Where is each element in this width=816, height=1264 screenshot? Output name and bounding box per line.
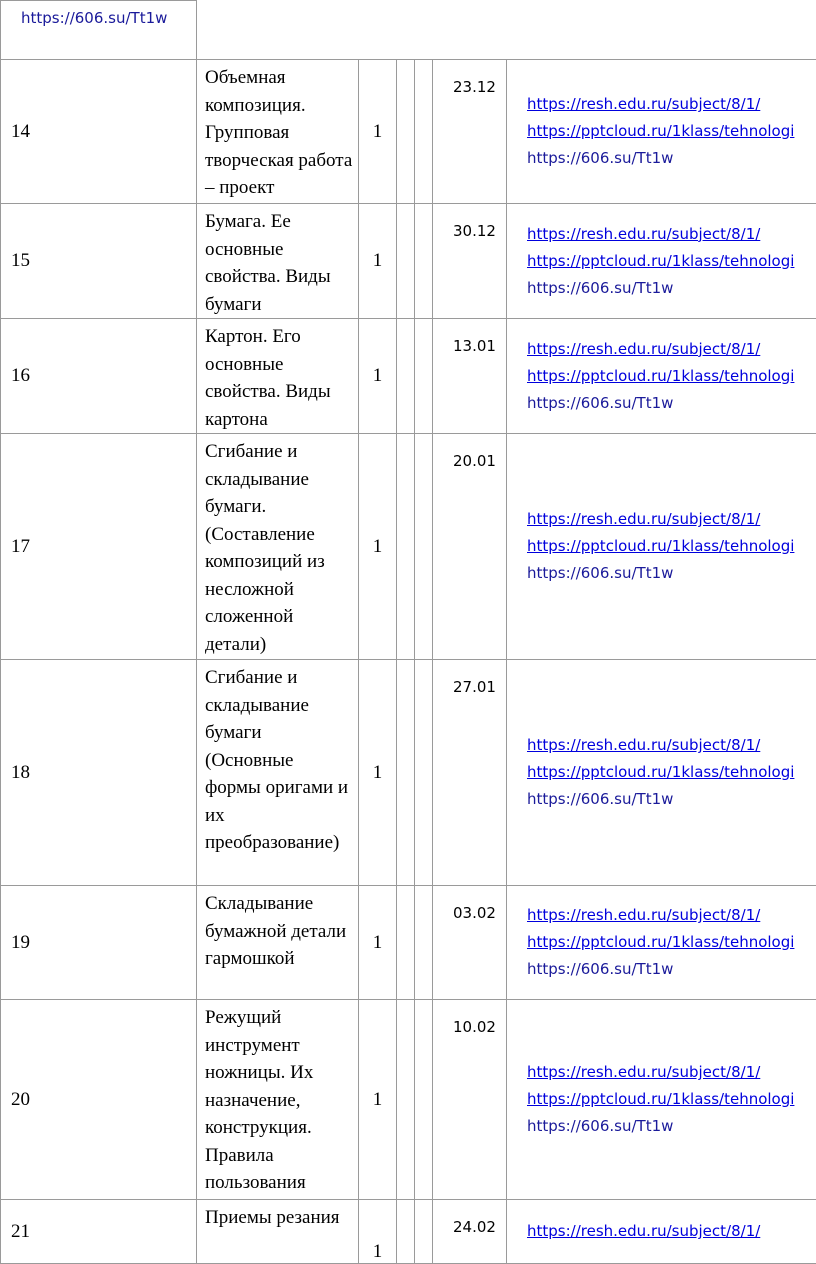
lesson-number: 15 (1, 204, 197, 319)
resource-link[interactable]: https://resh.edu.ru/subject/8/1/ (527, 732, 816, 759)
resource-link[interactable]: https://606.su/Tt1w (527, 275, 816, 302)
empty-cell (397, 434, 415, 660)
empty-cell (415, 319, 433, 434)
lesson-hours: 1 (359, 1000, 397, 1200)
lesson-number: 19 (1, 886, 197, 1000)
lesson-topic: Объемная композиция. Групповая творческая работа – проект (197, 60, 359, 204)
resource-link[interactable]: https://pptcloud.ru/1klass/tehnologi (527, 533, 816, 560)
empty-cell (397, 60, 415, 204)
table-row (1, 886, 816, 1000)
empty-cell (415, 204, 433, 319)
resource-link[interactable]: https://pptcloud.ru/1klass/tehnologi (527, 759, 816, 786)
lesson-resources (507, 434, 816, 660)
lesson-hours: 1 (359, 319, 397, 434)
table-row (1, 434, 816, 660)
lesson-topic: Складывание бумажной детали гармошкой (197, 886, 359, 1000)
empty-cell (397, 1200, 415, 1264)
lesson-date: 23.12 (433, 60, 507, 204)
lesson-hours: 1 (359, 204, 397, 319)
lesson-number: 17 (1, 434, 197, 660)
lesson-topic: Приемы резания (197, 1200, 359, 1264)
resource-link[interactable]: https://pptcloud.ru/1klass/tehnologi (527, 118, 816, 145)
lesson-resources (507, 1200, 816, 1264)
header-blank-cell (197, 1, 816, 60)
lesson-hours: 1 (359, 886, 397, 1000)
lesson-date: 20.01 (433, 434, 507, 660)
resource-link[interactable]: https://resh.edu.ru/subject/8/1/ (527, 902, 816, 929)
lesson-resources (507, 1000, 816, 1200)
lesson-date: 10.02 (433, 1000, 507, 1200)
table-row (1, 60, 816, 204)
resource-link[interactable]: https://resh.edu.ru/subject/8/1/ (527, 1218, 816, 1245)
lesson-number: 21 (1, 1200, 197, 1264)
resource-link[interactable]: https://resh.edu.ru/subject/8/1/ (527, 336, 816, 363)
lesson-resources (507, 60, 816, 204)
empty-cell (415, 660, 433, 886)
resource-link[interactable]: https://606.su/Tt1w (527, 786, 816, 813)
resource-link[interactable]: https://606.su/Tt1w (527, 1113, 816, 1140)
lesson-topic: Бумага. Ее основные свойства. Виды бумаги (197, 204, 359, 319)
lesson-hours: 1 (359, 1200, 397, 1264)
lesson-date: 03.02 (433, 886, 507, 1000)
lesson-topic: Сгибание и складывание бумаги. (Составление композиций из несложной сложенной детали) (197, 434, 359, 660)
lesson-date: 30.12 (433, 204, 507, 319)
resource-link[interactable]: https://pptcloud.ru/1klass/tehnologi (527, 363, 816, 390)
lesson-number: 20 (1, 1000, 197, 1200)
lesson-resources (507, 660, 816, 886)
lesson-hours: 1 (359, 660, 397, 886)
resource-link[interactable]: https://606.su/Tt1w (527, 560, 816, 587)
lesson-topic: Картон. Его основные свойства. Виды картона (197, 319, 359, 434)
lesson-resources (507, 886, 816, 1000)
resource-link[interactable]: https://resh.edu.ru/subject/8/1/ (527, 221, 816, 248)
lesson-resources (507, 319, 816, 434)
table-row (1, 1200, 816, 1264)
lesson-topic: Режущий инструмент ножницы. Их назначение, конструкция. Правила пользования (197, 1000, 359, 1200)
lesson-date: 13.01 (433, 319, 507, 434)
empty-cell (397, 660, 415, 886)
resource-link[interactable]: https://resh.edu.ru/subject/8/1/ (527, 1059, 816, 1086)
resource-link[interactable]: https://pptcloud.ru/1klass/tehnologi (527, 929, 816, 956)
table-row (1, 319, 816, 434)
empty-cell (397, 886, 415, 1000)
resource-link[interactable]: https://resh.edu.ru/subject/8/1/ (527, 506, 816, 533)
resource-link[interactable]: https://pptcloud.ru/1klass/tehnologi (527, 248, 816, 275)
table-row (1, 660, 816, 886)
resource-link[interactable]: https://resh.edu.ru/subject/8/1/ (527, 91, 816, 118)
empty-cell (415, 60, 433, 204)
lesson-date: 24.02 (433, 1200, 507, 1264)
lesson-number: 14 (1, 60, 197, 204)
lesson-hours: 1 (359, 60, 397, 204)
header-link[interactable]: https://606.su/Tt1w (1, 1, 197, 60)
lesson-date: 27.01 (433, 660, 507, 886)
lesson-resources (507, 204, 816, 319)
empty-cell (415, 434, 433, 660)
header-row (1, 1, 816, 60)
lesson-topic: Сгибание и складывание бумаги (Основные формы оригами и их преобразование) (197, 660, 359, 886)
table-row (1, 204, 816, 319)
lesson-rows (1, 1, 816, 1264)
resource-link[interactable]: https://606.su/Tt1w (527, 390, 816, 417)
empty-cell (397, 1000, 415, 1200)
lesson-hours: 1 (359, 434, 397, 660)
lesson-number: 18 (1, 660, 197, 886)
resource-link[interactable]: https://606.su/Tt1w (527, 145, 816, 172)
empty-cell (397, 204, 415, 319)
lesson-number: 16 (1, 319, 197, 434)
empty-cell (415, 1200, 433, 1264)
resource-link[interactable]: https://pptcloud.ru/1klass/tehnologi (527, 1086, 816, 1113)
empty-cell (415, 886, 433, 1000)
table-row (1, 1000, 816, 1200)
resource-link[interactable]: https://606.su/Tt1w (527, 956, 816, 983)
empty-cell (415, 1000, 433, 1200)
empty-cell (397, 319, 415, 434)
